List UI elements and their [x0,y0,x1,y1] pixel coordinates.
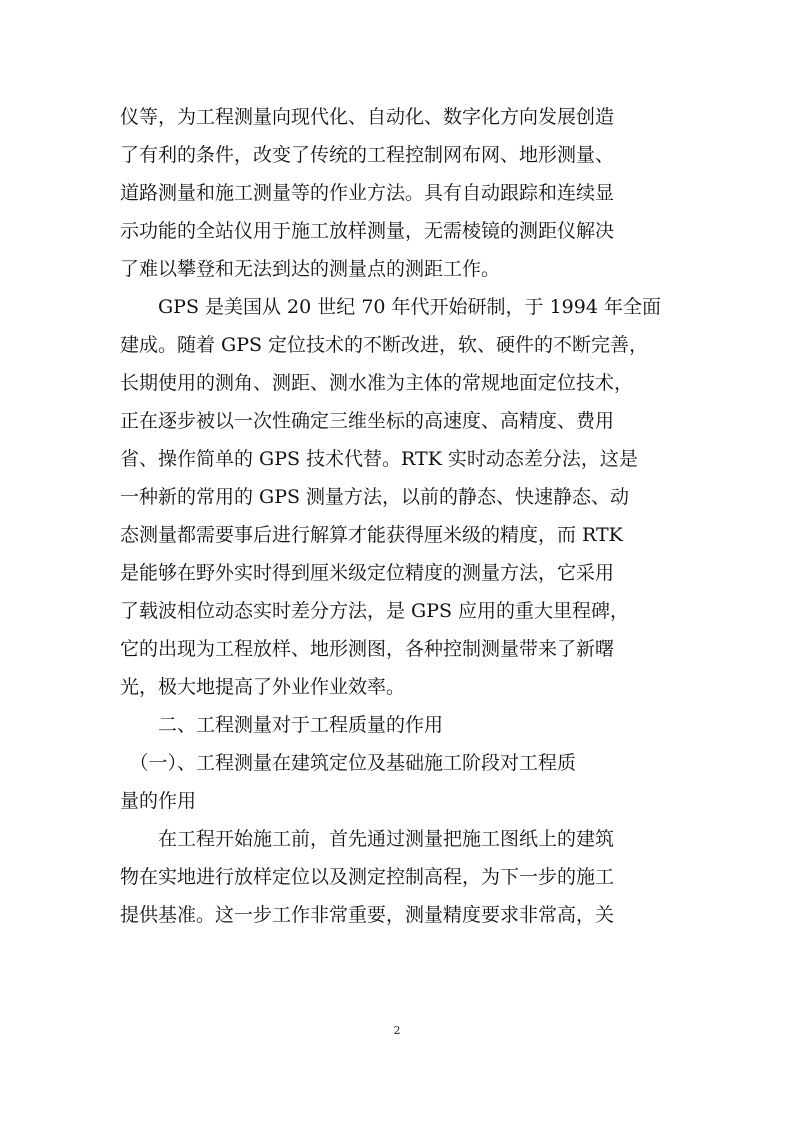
text-line: 省、操作简单的 GPS 技术代替。RTK 实时动态差分法，这是 [120,448,638,470]
text-line: 建成。随着 GPS 定位技术的不断改进，软、硬件的不断完善， [120,334,649,356]
text-line: 长期使用的测角、测距、测水准为主体的常规地面定位技术， [120,372,634,394]
text-line: GPS 是美国从 20 世纪 70 年代开始研制，于 1994 年全面 [120,296,661,318]
text-line: 仪等，为工程测量向现代化、自动化、数字化方向发展创造 [120,106,615,128]
text-line: 物在实地进行放样定位以及测定控制高程，为下一步的施工 [120,866,615,888]
text-line: 正在逐步被以一次性确定三维坐标的高速度、高精度、费用 [120,410,615,432]
text-line: 了载波相位动态实时差分方法，是 GPS 应用的重大里程碑， [120,600,630,622]
text-line: 道路测量和施工测量等的作业方法。具有自动跟踪和连续显 [120,182,615,204]
text-line: 态测量都需要事后进行解算才能获得厘米级的精度，而 RTK [120,524,623,546]
text-line: 一种新的常用的 GPS 测量方法，以前的静态、快速静态、动 [120,486,630,508]
text-line: 提供基准。这一步工作非常重要，测量精度要求非常高，关 [120,904,615,926]
section-heading: 二、工程测量对于工程质量的作用 [120,714,444,736]
text-line: 示功能的全站仪用于施工放样测量，无需棱镜的测距仪解决 [120,220,615,242]
page-number: 2 [393,1024,401,1037]
text-line: 了难以攀登和无法到达的测量点的测距工作。 [120,258,501,280]
text-line: 它的出现为工程放样、地形测图，各种控制测量带来了新曙 [120,638,615,660]
text-line: 了有利的条件，改变了传统的工程控制网布网、地形测量、 [120,144,615,166]
text-line: 光，极大地提高了外业作业效率。 [120,676,406,698]
text-line: 是能够在野外实时得到厘米级定位精度的测量方法，它采用 [120,562,615,584]
text-line: 在工程开始施工前，首先通过测量把施工图纸上的建筑 [120,828,615,850]
subsection-heading-continued: 量的作用 [120,790,197,812]
subsection-heading: （一）、工程测量在建筑定位及基础施工阶段对工程质 [120,752,577,774]
